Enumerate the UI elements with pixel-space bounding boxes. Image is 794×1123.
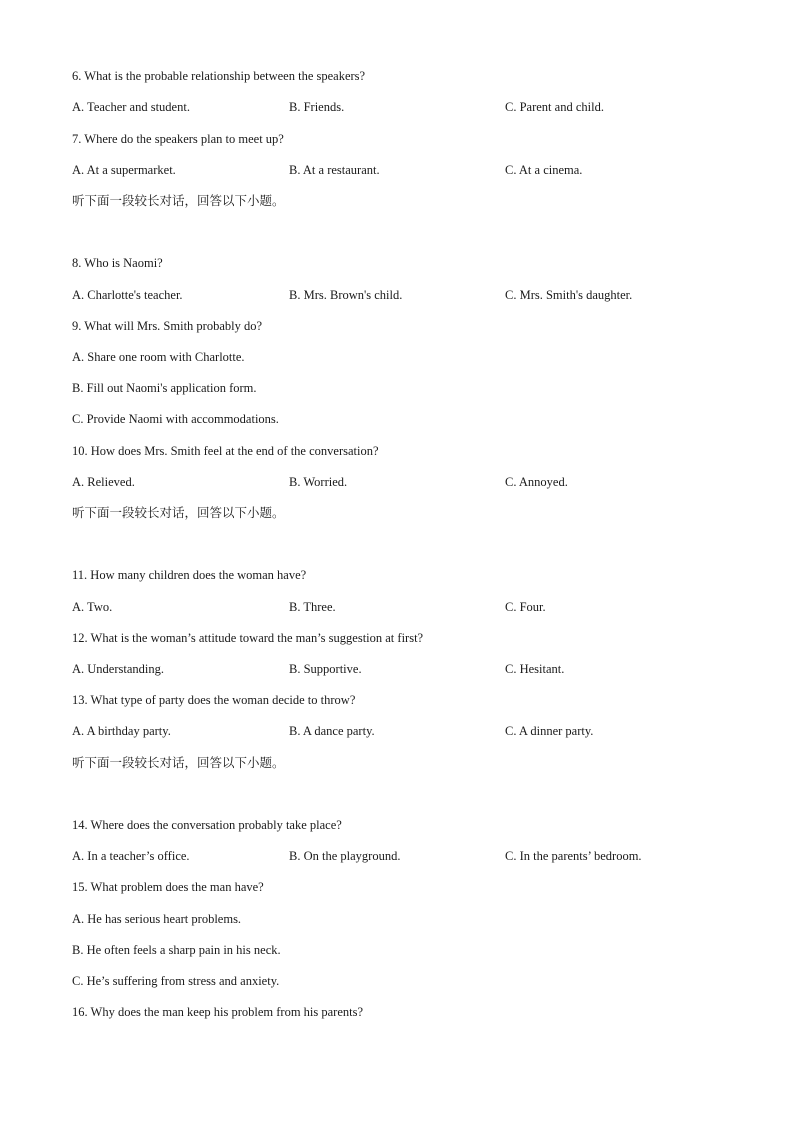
- question-15: 15. What problem does the man have?: [72, 880, 264, 894]
- q7-option-b: B. At a restaurant.: [289, 163, 380, 177]
- q11-option-a: A. Two.: [72, 600, 113, 614]
- q15-option-c: C. He’s suffering from stress and anxiety.: [72, 974, 280, 988]
- q13-option-c: C. A dinner party.: [505, 724, 594, 738]
- question-8: 8. Who is Naomi?: [72, 256, 163, 270]
- q6-option-c: C. Parent and child.: [505, 100, 604, 114]
- q8-option-c: C. Mrs. Smith's daughter.: [505, 288, 633, 302]
- q6-option-a: A. Teacher and student.: [72, 100, 190, 114]
- q10-option-c: C. Annoyed.: [505, 475, 568, 489]
- q7-option-c: C. At a cinema.: [505, 163, 583, 177]
- q11-option-b: B. Three.: [289, 600, 336, 614]
- q15-option-a: A. He has serious heart problems.: [72, 912, 242, 926]
- q14-option-a: A. In a teacher’s office.: [72, 849, 190, 863]
- q13-option-b: B. A dance party.: [289, 724, 375, 738]
- q10-option-b: B. Worried.: [289, 475, 348, 489]
- q12-option-c: C. Hesitant.: [505, 662, 565, 676]
- q9-option-a: A. Share one room with Charlotte.: [72, 350, 245, 364]
- q14-option-b: B. On the playground.: [289, 849, 401, 863]
- q10-option-a: A. Relieved.: [72, 475, 135, 489]
- q6-option-b: B. Friends.: [289, 100, 345, 114]
- question-11: 11. How many children does the woman have?: [72, 568, 307, 582]
- q8-option-b: B. Mrs. Brown's child.: [289, 288, 403, 302]
- q12-option-b: B. Supportive.: [289, 662, 362, 676]
- question-13: 13. What type of party does the woman decide to throw?: [72, 693, 356, 707]
- q13-option-a: A. A birthday party.: [72, 724, 171, 738]
- q11-option-c: C. Four.: [505, 600, 546, 614]
- section-instruction-1: 听下面一段较长对话，回答以下小题。: [72, 193, 285, 208]
- question-7: 7. Where do the speakers plan to meet up?: [72, 132, 284, 146]
- section-instruction-2: 听下面一段较长对话，回答以下小题。: [72, 505, 285, 520]
- q7-option-a: A. At a supermarket.: [72, 163, 176, 177]
- q9-option-c: C. Provide Naomi with accommodations.: [72, 412, 279, 426]
- question-16: 16. Why does the man keep his problem from his parents?: [72, 1005, 364, 1019]
- question-6: 6. What is the probable relationship between the speakers?: [72, 69, 366, 83]
- question-12: 12. What is the woman’s attitude toward the man’s suggestion at first?: [72, 631, 424, 645]
- question-9: 9. What will Mrs. Smith probably do?: [72, 319, 263, 333]
- section-instruction-3: 听下面一段较长对话，回答以下小题。: [72, 755, 285, 770]
- question-14: 14. Where does the conversation probably take place?: [72, 818, 342, 832]
- q8-option-a: A. Charlotte's teacher.: [72, 288, 183, 302]
- question-10: 10. How does Mrs. Smith feel at the end of the conversation?: [72, 444, 379, 458]
- q15-option-b: B. He often feels a sharp pain in his neck.: [72, 943, 281, 957]
- q12-option-a: A. Understanding.: [72, 662, 164, 676]
- q14-option-c: C. In the parents’ bedroom.: [505, 849, 642, 863]
- q9-option-b: B. Fill out Naomi's application form.: [72, 381, 257, 395]
